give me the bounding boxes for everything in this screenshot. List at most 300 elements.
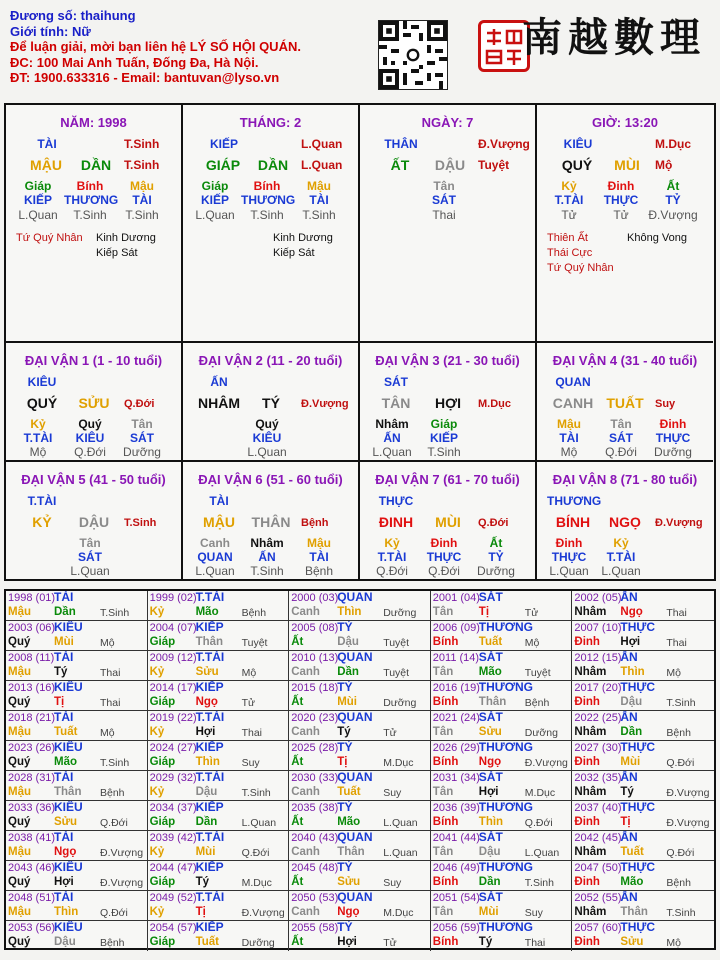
year-cell <box>289 801 431 831</box>
dai-van-can: KỶ <box>32 514 52 530</box>
year-stage: Suy <box>241 757 260 769</box>
year-cell <box>6 591 148 621</box>
year-label: 2036 (39) <box>432 802 480 814</box>
year-label: 2005 (08) <box>291 622 339 634</box>
year-chi: Ngọ <box>54 846 77 858</box>
year-cell <box>431 591 573 621</box>
year-can: Giáp <box>149 756 176 768</box>
year-cell <box>148 771 290 801</box>
year-chi: Dậu <box>337 636 359 648</box>
year-can: Đinh <box>574 936 600 948</box>
year-cell <box>148 651 290 681</box>
hidden-stage: Dưỡng <box>477 564 515 578</box>
hidden-can: Ất <box>489 536 503 550</box>
year-chi: Mão <box>195 606 219 618</box>
year-god: TÀI <box>54 831 74 844</box>
year-stage: Đ.Vượng <box>100 847 144 859</box>
hidden-god: T.TÀI <box>606 550 636 564</box>
year-can: Canh <box>291 906 320 918</box>
year-cell <box>431 771 573 801</box>
pillar-chi-stage: L.Quan <box>301 158 343 172</box>
year-cell <box>572 801 714 831</box>
pillar-chi-stage: T.Sinh <box>124 158 160 172</box>
year-chi: Mùi <box>478 906 499 918</box>
year-cell <box>6 921 148 951</box>
year-chi: Thìn <box>337 606 362 618</box>
year-stage: Q.Đới <box>666 757 695 769</box>
year-god: KIÊU <box>54 681 83 694</box>
year-label: 2008 (11) <box>8 652 55 664</box>
year-god: ẤN <box>620 651 638 664</box>
year-chi: Mão <box>478 666 502 678</box>
year-cell <box>6 651 148 681</box>
hidden-god: SÁT <box>78 550 102 564</box>
year-cell <box>289 861 431 891</box>
year-label: 2041 (44) <box>432 832 480 844</box>
hidden-god: KIẾP <box>200 193 229 207</box>
dai-van-god: TÀI <box>209 494 229 508</box>
year-can: Đinh <box>574 756 600 768</box>
year-label: 2022 (25) <box>574 712 622 724</box>
year-label: 2019 (22) <box>149 712 197 724</box>
year-chi: Hợi <box>195 726 216 738</box>
star-right: Kiếp Sát <box>96 247 138 259</box>
year-stage: Bệnh <box>100 937 125 949</box>
year-god: TỶ <box>337 681 353 694</box>
year-can: Ất <box>291 816 304 828</box>
pillar-god: KIẾP <box>209 137 238 151</box>
year-can: Tân <box>432 906 454 918</box>
year-chi: Tuất <box>478 636 503 648</box>
year-stage: M.Dục <box>524 787 556 799</box>
year-god: KIÊU <box>54 801 83 814</box>
dai-van-chi: MÙI <box>435 514 461 530</box>
year-cell <box>289 831 431 861</box>
hidden-god: TÀI <box>559 431 579 445</box>
year-label: 2006 (09) <box>432 622 480 634</box>
year-stage: Đ.Vượng <box>241 907 285 919</box>
year-god: THỰC <box>620 921 656 934</box>
dai-van-title: ĐẠI VẬN 4 (31 - 40 tuổi) <box>552 353 698 368</box>
hidden-stage: Mộ <box>560 445 578 459</box>
year-chi: Dần <box>620 726 643 738</box>
year-stage: Bệnh <box>524 697 550 709</box>
year-cell <box>572 591 714 621</box>
year-chi: Dần <box>195 816 218 828</box>
dai-van-chi: SỬU <box>78 395 110 411</box>
hidden-can: Ất <box>666 179 680 193</box>
year-cell <box>572 651 714 681</box>
year-can: Quý <box>8 636 31 648</box>
year-chi: Sửu <box>337 876 361 888</box>
hidden-god: THỰC <box>603 193 639 207</box>
hidden-can: Mậu <box>557 417 581 431</box>
address-line: ĐC: 100 Mai Anh Tuấn, Đống Đa, Hà Nội. <box>10 54 259 70</box>
year-stage: Bệnh <box>666 727 691 739</box>
year-can: Tân <box>432 786 454 798</box>
star-left: Tứ Quý Nhân <box>16 232 83 244</box>
year-stage: Suy <box>383 877 402 889</box>
year-can: Bính <box>432 636 459 648</box>
hidden-can: Giáp <box>201 179 229 193</box>
pillar-can: GIÁP <box>205 157 241 173</box>
year-can: Mậu <box>8 726 31 738</box>
year-can: Canh <box>291 846 320 858</box>
hidden-stage: L.Quan <box>247 445 287 459</box>
year-cell <box>289 711 431 741</box>
hidden-god: TỶ <box>665 193 681 207</box>
year-label: 2029 (32) <box>149 772 197 784</box>
year-cell <box>289 891 431 921</box>
year-chi: Tuất <box>195 936 220 948</box>
year-can: Giáp <box>149 696 176 708</box>
year-chi: Mão <box>54 756 77 768</box>
contact-line: Để luận giải, mời bạn liên hệ LÝ SỐ HỘI QUÁN. <box>10 39 301 54</box>
dai-van-chi: TUẤT <box>606 395 644 411</box>
hidden-stage: L.Quan <box>601 564 641 578</box>
year-stage: Q.Đới <box>524 817 553 829</box>
hidden-stage: T.Sinh <box>73 208 107 222</box>
year-can: Kỷ <box>149 726 165 738</box>
year-god: THỰC <box>620 621 656 634</box>
year-cell <box>6 831 148 861</box>
year-label: 2028 (31) <box>8 772 56 784</box>
year-god: TÀI <box>54 591 74 604</box>
dai-van-title: ĐẠI VẬN 2 (11 - 20 tuổi) <box>198 353 343 368</box>
year-god: KIẾP <box>195 861 224 874</box>
year-label: 2012 (15) <box>574 652 622 664</box>
year-cell <box>6 681 148 711</box>
hidden-stage: L.Quan <box>372 445 412 459</box>
dai-van-chi: TÝ <box>262 395 280 411</box>
year-can: Quý <box>8 876 31 888</box>
year-stage: Suy <box>383 787 402 799</box>
hidden-god: KIÊU <box>252 431 282 445</box>
year-cell <box>572 891 714 921</box>
year-can: Tân <box>432 606 454 618</box>
year-can: Mậu <box>8 666 31 678</box>
year-chi: Mùi <box>195 846 216 858</box>
year-stage: T.Sinh <box>100 607 130 619</box>
year-chi: Tý <box>195 876 210 888</box>
year-can: Mậu <box>8 786 31 798</box>
year-god: TỶ <box>337 861 353 874</box>
year-label: 2049 (52) <box>149 892 197 904</box>
year-cell <box>431 741 573 771</box>
dai-van-god: ẤN <box>210 375 228 389</box>
year-stage: Mộ <box>100 637 115 649</box>
year-stage: T.Sinh <box>524 877 554 889</box>
dai-van-god: T.TÀI <box>27 494 57 508</box>
year-chi: Mão <box>620 876 644 888</box>
year-cell <box>148 861 290 891</box>
year-label: 2039 (42) <box>149 832 197 844</box>
year-stage: Tử <box>383 727 397 739</box>
dai-van-2 <box>183 343 360 462</box>
year-can: Nhâm <box>574 666 607 678</box>
year-label: 2033 (36) <box>8 802 56 814</box>
hidden-can: Đinh <box>659 417 687 431</box>
hidden-god: SÁT <box>432 193 456 207</box>
year-god: SÁT <box>478 891 503 904</box>
year-god: TÀI <box>54 651 74 664</box>
year-chi: Dần <box>54 606 76 618</box>
year-god: KIÊU <box>54 921 83 934</box>
pillar-god: KIÊU <box>563 137 593 151</box>
hidden-god: KIẾP <box>23 193 52 207</box>
year-label: 2009 (12) <box>149 652 197 664</box>
year-can: Tân <box>432 846 454 858</box>
dai-van-title: ĐẠI VẬN 3 (21 - 30 tuổi) <box>375 353 520 368</box>
year-chi: Mùi <box>337 696 357 708</box>
year-can: Ất <box>291 936 304 948</box>
hidden-stage: L.Quan <box>18 208 58 222</box>
year-label: 2037 (40) <box>574 802 622 814</box>
dai-van-5 <box>6 462 183 579</box>
year-cell <box>289 921 431 951</box>
dai-van-can: MẬU <box>203 514 235 530</box>
hidden-stage: Bệnh <box>304 564 334 578</box>
year-label: 2020 (23) <box>291 712 339 724</box>
year-stage: Mộ <box>241 667 257 679</box>
year-chi: Mùi <box>620 756 641 768</box>
pillar-god-stage: L.Quan <box>301 137 343 151</box>
year-can: Nhâm <box>574 906 607 918</box>
year-chi: Thân <box>620 906 648 918</box>
pillar-can: ẤT <box>390 157 410 173</box>
pillar-god-stage: Đ.Vượng <box>478 137 530 151</box>
year-chi: Hợi <box>478 786 499 798</box>
year-can: Đinh <box>574 696 600 708</box>
year-god: THƯƠNG <box>478 741 533 754</box>
dai-van-can: CANH <box>552 395 594 411</box>
pillar-chi-stage: Tuyệt <box>478 158 510 172</box>
gender: Giới tính: Nữ <box>10 23 91 39</box>
hidden-can: Tân <box>79 536 101 550</box>
pillar-title: THÁNG: 2 <box>239 115 302 130</box>
dai-van-8 <box>537 462 713 579</box>
dai-van-title: ĐẠI VẬN 5 (41 - 50 tuổi) <box>21 472 166 487</box>
year-cell <box>6 741 148 771</box>
hidden-can: Canh <box>200 536 230 550</box>
year-label: 2001 (04) <box>432 592 480 604</box>
year-god: THỰC <box>620 801 656 814</box>
year-can: Bính <box>432 696 459 708</box>
year-stage: Đ.Vượng <box>524 757 568 769</box>
year-cell <box>289 591 431 621</box>
year-chi: Mão <box>337 816 361 828</box>
year-label: 2052 (55) <box>574 892 622 904</box>
year-cell <box>148 801 290 831</box>
year-can: Giáp <box>149 876 176 888</box>
hidden-can: Bính <box>253 179 281 193</box>
dai-van-can: TÂN <box>381 395 411 411</box>
hidden-stage: T.Sinh <box>125 208 159 222</box>
year-cell <box>289 681 431 711</box>
year-can: Kỷ <box>149 606 165 618</box>
year-chi: Dậu <box>620 696 643 708</box>
year-stage: Dưỡng <box>383 697 417 709</box>
star-left: Thiên Ất <box>547 232 588 244</box>
year-can: Giáp <box>149 816 176 828</box>
year-stage: Mộ <box>666 937 681 949</box>
year-label: 2030 (33) <box>291 772 339 784</box>
hidden-can: Kỷ <box>613 536 629 550</box>
year-god: ẤN <box>620 771 638 784</box>
hidden-stage: Q.Đới <box>74 445 106 459</box>
dai-van-7 <box>360 462 537 579</box>
owner-name: Đương số: thaihung <box>10 8 136 23</box>
hidden-god: THƯƠNG <box>64 193 119 207</box>
hidden-god: ẤN <box>258 550 276 564</box>
year-god: SÁT <box>478 711 503 724</box>
dai-van-can: NHÂM <box>198 395 240 411</box>
year-can: Ất <box>291 756 304 768</box>
year-chi: Tý <box>54 666 68 678</box>
hidden-god: THỰC <box>551 550 587 564</box>
year-god: KIÊU <box>54 861 83 874</box>
dai-van-god: QUAN <box>555 375 591 389</box>
year-cell <box>6 771 148 801</box>
year-god: QUAN <box>337 891 373 904</box>
hidden-stage: T.Sinh <box>250 208 284 222</box>
owner-info <box>10 8 301 86</box>
star-left: Tứ Quý Nhân <box>547 262 614 274</box>
year-chi: Dậu <box>54 936 76 948</box>
hidden-can: Kỷ <box>30 417 46 431</box>
pillar-chi: DẦN <box>257 157 289 173</box>
year-label: 2007 (10) <box>574 622 622 634</box>
year-chi: Sửu <box>195 666 219 678</box>
year-god: THƯƠNG <box>478 621 533 634</box>
year-chi: Tuất <box>620 846 644 858</box>
year-chi: Tị <box>620 816 631 828</box>
dai-van-6 <box>183 462 360 579</box>
year-label: 2023 (26) <box>8 742 56 754</box>
hidden-stage: Dưỡng <box>654 445 692 459</box>
pillar-1 <box>6 105 183 343</box>
year-can: Ất <box>291 696 304 708</box>
year-god: SÁT <box>478 591 503 604</box>
hidden-god: KIÊU <box>75 431 105 445</box>
year-label: 2053 (56) <box>8 922 56 934</box>
year-stage: Tử <box>524 607 539 619</box>
year-label: 2040 (43) <box>291 832 339 844</box>
year-stage: Tuyệt <box>383 637 410 649</box>
year-cell <box>431 861 573 891</box>
year-stage: Thai <box>666 607 687 619</box>
year-chi: Tuất <box>337 786 361 798</box>
year-stage: T.Sinh <box>666 907 696 919</box>
year-can: Nhâm <box>574 726 607 738</box>
hidden-god: SÁT <box>130 431 154 445</box>
year-god: KIẾP <box>195 621 224 634</box>
year-cell <box>148 711 290 741</box>
hidden-stage: Mộ <box>29 445 47 459</box>
year-stage: Mộ <box>100 727 115 739</box>
year-cell <box>148 591 290 621</box>
hidden-god: QUAN <box>197 550 233 564</box>
year-god: TỶ <box>337 741 353 754</box>
hidden-can: Quý <box>255 417 279 431</box>
star-right: Không Vong <box>627 232 687 244</box>
hidden-stage: L.Quan <box>549 564 589 578</box>
dai-van-stage: T.Sinh <box>124 517 157 529</box>
hidden-stage: Q.Đới <box>605 445 637 459</box>
year-stage: Thai <box>666 637 687 649</box>
year-can: Kỷ <box>149 666 165 678</box>
year-god: KIẾP <box>195 681 224 694</box>
hidden-can: Bính <box>76 179 104 193</box>
year-cell <box>289 771 431 801</box>
year-god: QUAN <box>337 651 373 664</box>
year-god: THƯƠNG <box>478 921 533 934</box>
year-label: 2057 (60) <box>574 922 622 934</box>
year-chi: Ngọ <box>337 906 360 918</box>
year-cell <box>572 831 714 861</box>
year-label: 1999 (02) <box>149 592 197 604</box>
year-can: Bính <box>432 816 459 828</box>
year-stage: Thai <box>524 937 546 949</box>
dai-van-can: ĐINH <box>378 514 414 530</box>
hidden-stage: Dưỡng <box>123 445 161 459</box>
dai-van-chi: DẬU <box>78 514 110 530</box>
hidden-god: THƯƠNG <box>241 193 296 207</box>
year-label: 2048 (51) <box>8 892 56 904</box>
year-god: ẤN <box>620 591 638 604</box>
year-cell <box>431 921 573 951</box>
year-label: 2047 (50) <box>574 862 622 874</box>
year-cell <box>431 621 573 651</box>
pillar-title: NĂM: 1998 <box>60 115 127 130</box>
year-stage: Bệnh <box>241 607 267 619</box>
year-cell <box>431 681 573 711</box>
year-stage: Thai <box>100 667 121 679</box>
year-stage: Dưỡng <box>524 727 558 739</box>
year-god: T.TÀI <box>195 591 225 604</box>
hidden-can: Mậu <box>307 179 331 193</box>
hidden-god: T.TÀI <box>554 193 584 207</box>
year-label: 2004 (07) <box>149 622 197 634</box>
year-chi: Dậu <box>478 846 501 858</box>
year-can: Bính <box>432 756 459 768</box>
hidden-can: Đinh <box>607 179 635 193</box>
star-right: Kiếp Sát <box>273 247 315 259</box>
hidden-can: Đinh <box>430 536 458 550</box>
year-stage: Bệnh <box>100 787 125 799</box>
year-cell <box>572 741 714 771</box>
year-god: T.TÀI <box>195 831 225 844</box>
pillar-3 <box>360 105 537 343</box>
hidden-stage: Tử <box>613 208 629 222</box>
year-chi: Sửu <box>54 816 78 828</box>
year-cell <box>148 921 290 951</box>
year-label: 2054 (57) <box>149 922 197 934</box>
dai-van-can: BÍNH <box>555 514 591 530</box>
year-label: 2055 (58) <box>291 922 339 934</box>
hidden-can: Giáp <box>430 417 458 431</box>
hidden-can: Mậu <box>130 179 154 193</box>
year-stage: M.Dục <box>241 877 272 889</box>
year-cell <box>6 711 148 741</box>
year-cell <box>6 621 148 651</box>
year-god: THƯƠNG <box>478 861 533 874</box>
year-label: 2000 (03) <box>291 592 339 604</box>
year-label: 2011 (14) <box>432 652 480 664</box>
hidden-stage: T.Sinh <box>302 208 336 222</box>
hidden-can: Tân <box>610 417 632 431</box>
dai-van-1 <box>6 343 183 462</box>
